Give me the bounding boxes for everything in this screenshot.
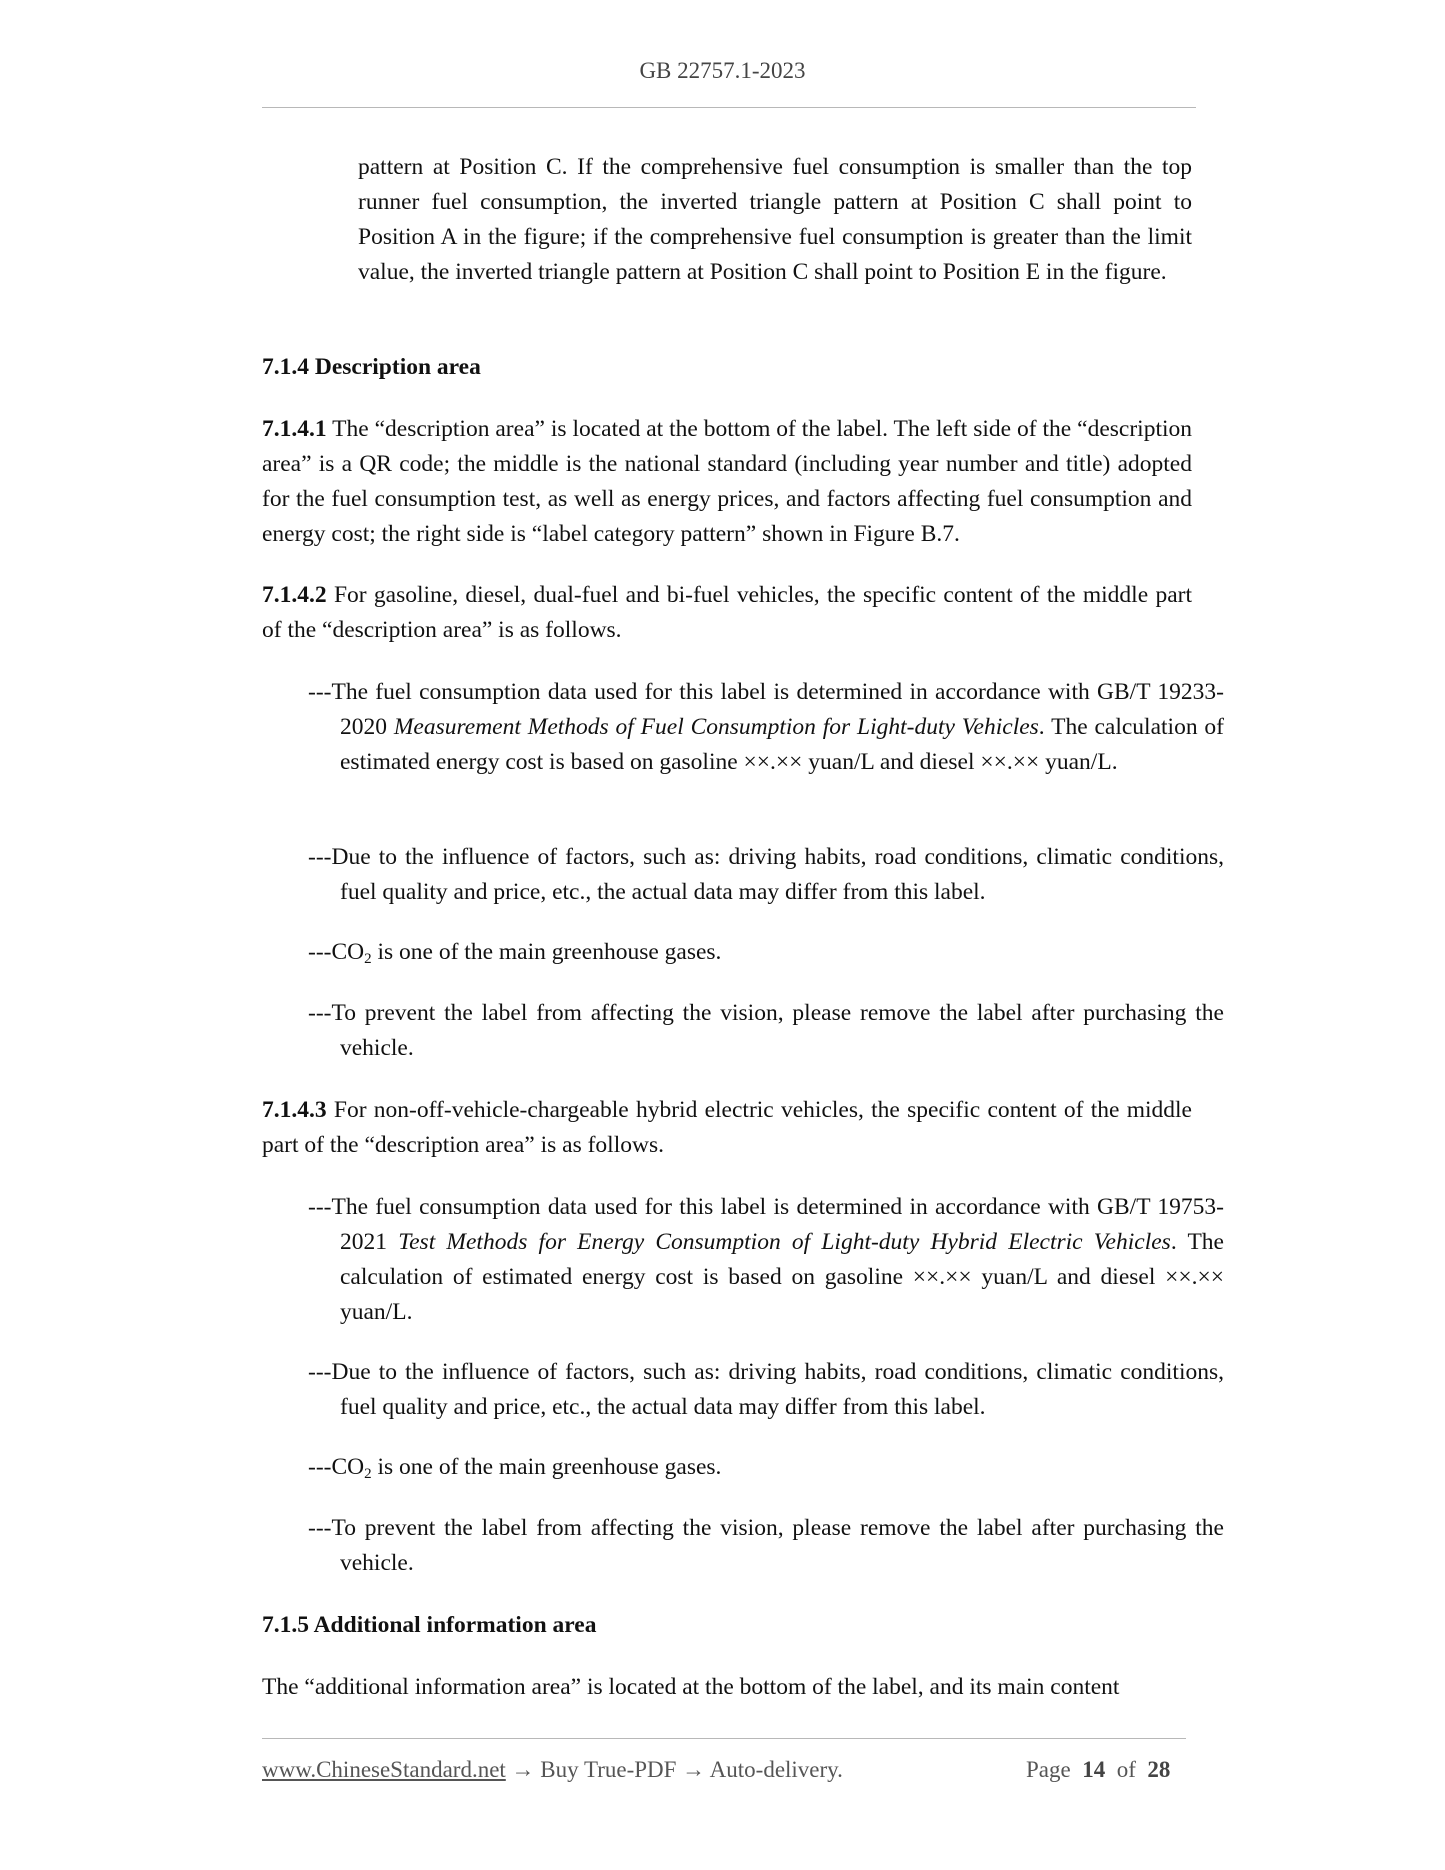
list-item: ---To prevent the label from affecting the vision, please remove the label after purchasing the vehicle.	[308, 1515, 1224, 1576]
list-item: ---To prevent the label from affecting the vision, please remove the label after purchasing the vehicle.	[308, 1000, 1224, 1061]
list-item: ---The fuel consumption data used for this label is determined in accordance with GB/T 19753-2021 Test Methods for Energy Consumption of Light-duty Hybrid Electric Vehicles. The calculation of estimated energy cost is based on gasoline ××.×× yuan/L and diesel ××.×× yuan/L.	[308, 1194, 1224, 1325]
document-id-header: GB 22757.1-2023	[639, 58, 806, 83]
website-link[interactable]: www.ChineseStandard.net	[262, 1757, 506, 1782]
footer-rule	[262, 1738, 1186, 1739]
clause-number: 7.1.4.3	[262, 1097, 327, 1123]
list-item: ---The fuel consumption data used for this label is determined in accordance with GB/T 19233-2020 Measurement Methods of Fuel Consumption for Light-duty Vehicles. The calculation of estimated energy cost is based on gasoline ××.×× yuan/L and diesel ××.×× yuan/L.	[308, 679, 1224, 775]
header-rule	[262, 107, 1196, 108]
list-item: $---CO_2$ is one of the main greenhouse gases.	[308, 1454, 722, 1482]
paragraph-7-1-4-3: 7.1.4.3 For non-off-vehicle-chargeable hybrid electric vehicles, the specific content of the middle part of the “description area” is as follows.	[262, 1097, 1192, 1158]
clause-number: 7.1.4.1	[262, 416, 327, 442]
footer-left	[262, 1757, 843, 1783]
total-pages-number: 28	[1147, 1757, 1171, 1782]
standard-title: Test Methods for Energy Consumption of Light-duty Hybrid Electric Vehicles	[398, 1229, 1171, 1255]
list-item: $---CO_2$ is one of the main greenhouse gases.	[308, 939, 722, 967]
paragraph-7-1-5: The “additional information area” is located at the bottom of the label, and its main content	[262, 1674, 1120, 1700]
list-item: ---Due to the influence of factors, such as: driving habits, road conditions, climatic conditions, fuel quality and price, etc., the actual data may differ from this label.	[308, 1359, 1224, 1420]
clause-number: 7.1.4.2	[262, 582, 327, 608]
standard-title: Measurement Methods of Fuel Consumption for Light-duty Vehicles	[393, 714, 1039, 740]
page-indicator: Page 14 of 28	[1026, 1757, 1171, 1782]
current-page-number: 14	[1082, 1757, 1106, 1782]
paragraph-7-1-4-1: 7.1.4.1 The “description area” is located at the bottom of the label. The left side of the “description area” is a QR code; the middle is the national standard (including year number and title) adopted for the fuel consumption test, as well as energy prices, and factors affecting fuel consumption and energy cost; the right side is “label category pattern” shown in Figure B.7.	[262, 416, 1192, 547]
continuation-paragraph: pattern at Position C. If the comprehensive fuel consumption is smaller than the top runner fuel consumption, the inverted triangle pattern at Position C shall point to Position A in the figure; if the comprehensive fuel consumption is greater than the limit value, the inverted triangle pattern at Position C shall point to Position E in the figure.	[358, 154, 1192, 285]
section-heading-7-1-5: 7.1.5 Additional information area	[262, 1612, 597, 1638]
paragraph-7-1-4-2: 7.1.4.2 For gasoline, diesel, dual-fuel and bi-fuel vehicles, the specific content of the middle part of the “description area” is as follows.	[262, 582, 1192, 643]
buy-text: → Buy True-PDF → Auto-delivery.	[505, 1757, 843, 1782]
list-item: ---Due to the influence of factors, such as: driving habits, road conditions, climatic conditions, fuel quality and price, etc., the actual data may differ from this label.	[308, 844, 1224, 905]
section-heading-7-1-4: 7.1.4 Description area	[262, 354, 481, 380]
